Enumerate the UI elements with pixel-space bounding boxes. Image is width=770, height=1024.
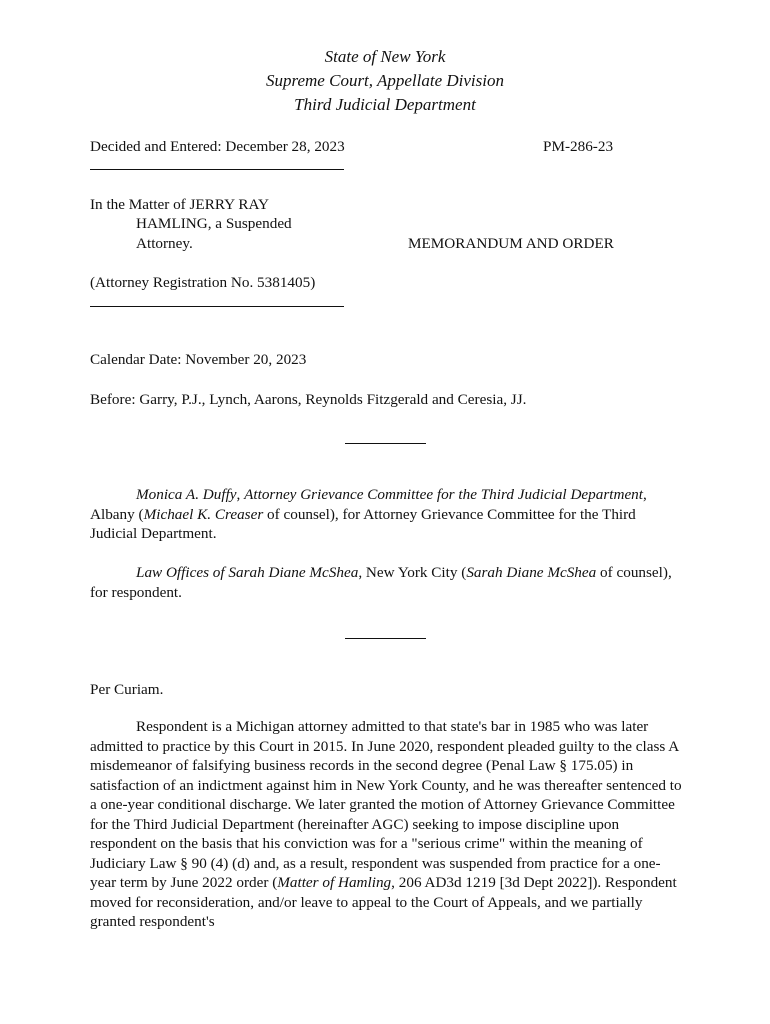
counsel-firm: Law Offices of Sarah Diane McShea — [136, 564, 359, 581]
header-state: State of New York — [324, 47, 446, 66]
counsel-person: Michael K. Creaser — [143, 505, 264, 523]
bench-panel: Before: Garry, P.J., Lynch, Aarons, Reynolds Fitzgerald and Ceresia, JJ. — [90, 391, 527, 408]
counsel-organization: Attorney Grievance Committee for the Third Judicial Department — [244, 486, 643, 503]
counsel-person: Sarah Diane McShea — [466, 564, 597, 581]
counsel-name: Monica A. Duffy — [136, 486, 237, 503]
decided-entered: Decided and Entered: December 28, 2023 — [90, 138, 345, 155]
header-department: Third Judicial Department — [294, 95, 476, 114]
per-curiam-heading: Per Curiam. — [90, 681, 164, 698]
opinion-paragraph: Respondent is a Michigan attorney admitted to that state's bar in 1985 who was later admitted to practice by this Court in 2015. In June 2020, respondent pleaded guilty to the class A misdemeanor of falsifying business records in the second degree (Penal Law § 175.05) in satisfaction of an indictment against him in New York County, and he was thereafter sentenced to a one-year conditional discharge. We later granted the motion of Attorney Grievance Committee for the Third Judicial Department (hereinafter AGC) seeking to impose discipline upon respondent on the basis that his conviction was for a "serious crime" within the meaning of Judiciary Law § 90 (4) (d) and, as a result, respondent was suspended from practice for a one-year term by June 2022 order (Matter of Hamling, 206 AD3d 1219 [3d Dept 2022]). Respondent moved for reconsideration, and/or leave to appeal to the Court of Appeals, and we partially granted respondent's — [90, 718, 682, 930]
matter-line-3: Attorney. — [136, 235, 193, 252]
matter-line-2: HAMLING, a Suspended — [136, 215, 292, 232]
section-rule — [345, 638, 426, 639]
divider-rule — [90, 306, 344, 307]
docket-number: PM-286-23 — [543, 138, 614, 155]
court-header — [0, 45, 770, 117]
calendar-date: Calendar Date: November 20, 2023 — [90, 351, 307, 368]
attorney-registration: (Attorney Registration No. 5381405) — [90, 274, 316, 291]
counsel-paragraph-respondent: Law Offices of Sarah Diane McShea, New York City (Sarah Diane McShea of counsel), for respondent. — [90, 564, 672, 601]
matter-line-1: In the Matter of JERRY RAY — [90, 196, 270, 213]
section-rule — [345, 443, 426, 444]
case-citation: Matter of Hamling — [277, 874, 392, 891]
divider-rule — [90, 169, 344, 170]
counsel-paragraph-agc: Monica A. Duffy, Attorney Grievance Committee for the Third Judicial Department, Albany (Michael K. Creaser of counsel), for Attorney Grievance Committee for the Third Judicial Department. — [90, 486, 647, 542]
document-type: MEMORANDUM AND ORDER — [408, 235, 614, 252]
header-court: Supreme Court, Appellate Division — [266, 71, 504, 90]
